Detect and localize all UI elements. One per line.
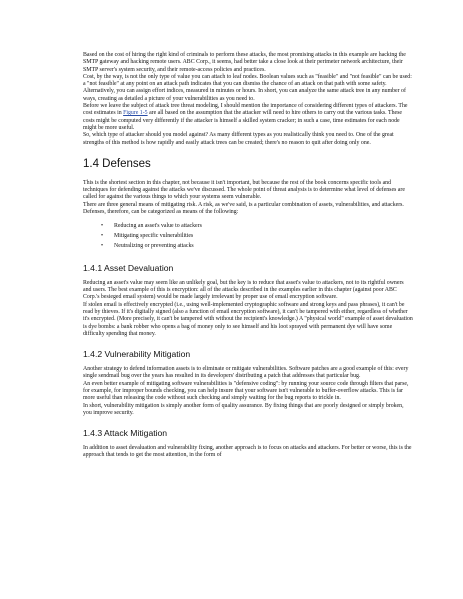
list-item: • Reducing an asset's value to attackers bbox=[114, 222, 413, 232]
bullet-icon: • bbox=[101, 223, 104, 230]
paragraph bbox=[83, 103, 413, 132]
paragraph: Another strategy to defend information assets is to eliminate or mitigate vulnerabilities. Software patches are a good example of this: every single sendmail bug over the years has resulted in its developers' distributing a patch that addresses that particular bug. bbox=[83, 366, 409, 380]
section-heading: 1.4 Defenses bbox=[83, 157, 151, 170]
paragraph: So, which type of attacker should you model against? As many different types as you realistically think you need to. One of the great strengths of this method is how rapidly and easily attack trees can be created; there's no reason to quit after doing only one. bbox=[83, 132, 394, 146]
subsection-heading: 1.4.2 Vulnerability Mitigation bbox=[83, 349, 191, 360]
paragraph: Reducing an asset's value may seem like an unlikely goal, but the key is to reduce that asset's value to attackers, not to its rightful owners and users. The best example of this is encryption: all of the attacks described in the examples earlier in this chapter (against poor ABC Corp.'s besieged email system) would be made largely irrelevant by proper use of email encryption software. bbox=[83, 279, 404, 301]
paragraph: There are three general means of mitigating risk. A risk, as we've said, is a particular combination of assets, vulnerabilities, and attackers. Defenses, therefore, can be categorized as means of the following: bbox=[83, 201, 404, 216]
paragraph: In short, vulnerability mitigation is simply another form of quality assurance. By fixing things that are poorly designed or simply broken, you improve security. bbox=[83, 402, 404, 416]
paragraph: In addition to asset devaluation and vulnerability fixing, another approach is to focus on attacks and attackers. For better or worse, this is the approach that tends to get the most attention, in the form of bbox=[83, 445, 412, 459]
paragraph: If stolen email is effectively encrypted (i.e., using well-implemented cryptographic software and strong keys and pass phrases), it can't be read by thieves. If it's digitally signed (also a function of email encryption software), it can't be tampered with either, regardless of whether it's encrypted. (More precisely, it can't be tampered with without the recipient's knowledge.) A "physical world" example of asset devaluation is dye bombs: a bank robber who opens a bag of money only to see himself and his loot sprayed with permanent dye will have some difficulty spending that money. bbox=[83, 301, 413, 337]
figure-link[interactable]: Figure 1-5 bbox=[123, 110, 148, 117]
paragraph: Cost, by the way, is not the only type of value you can attach to leaf nodes. Boolean values such as "feasible" and "not feasible" can be used: a "not feasible" at any point on an attack path indicates that you can dismiss the chance of an attack on that path with some safety. Alternatively, you can assign effort indices, measured in minutes or hours. In short, you can analyze the same attack tree in any number of ways, creating as detailed a picture of your vulnerabilities as you need to. bbox=[83, 73, 412, 102]
subsection-heading: 1.4.3 Attack Mitigation bbox=[83, 428, 168, 439]
paragraph: Based on the cost of hiring the right kind of criminals to perform these attacks, the most promising attacks in this example are hacking the SMTP gateway and hacking remote users. ABC Corp., it seems, had better take a close look at their perimeter network architecture, their SMTP server's system security, and their remote-access policies and practices. bbox=[83, 52, 406, 73]
paragraph: An even better example of mitigating software vulnerabilities is "defensive coding": by running your source code through filters that parse, for example, for improper bounds checking, you can help insure that your software isn't vulnerable to buffer-overflow attacks. This is far more useful than releasing the code without such checking and simply waiting for the bug reports to trickle in. bbox=[83, 380, 409, 402]
defense-list bbox=[83, 222, 413, 251]
list-item: • Mitigating specific vulnerabilities bbox=[114, 232, 413, 242]
list-item: • Neutralizing or preventing attacks bbox=[114, 242, 413, 252]
paragraph-text: Before we leave the subject of attack tree threat modeling, I should mention the importance of considering different types of attackers. The cost estimates in bbox=[83, 103, 408, 117]
paragraph: This is the shortest section in this chapter, not because it isn't important, but because the rest of the book concerns specific tools and techniques for defending against the attacks we've discussed. The whole point of threat analysis is to determine what level of defenses are called for against the various things to which your systems seem vulnerable. bbox=[83, 179, 405, 201]
bullet-icon: • bbox=[101, 242, 104, 249]
bullet-icon: • bbox=[101, 233, 104, 240]
paragraph-text: are all based on the assumption that the attacker will need to hire others to carry out the various tasks. These costs might be computed very differently if the attacker is himself a skilled system cracker; in such a case, time estimates for each node might be more useful. bbox=[83, 110, 402, 131]
subsection-heading: 1.4.1 Asset Devaluation bbox=[83, 262, 174, 273]
